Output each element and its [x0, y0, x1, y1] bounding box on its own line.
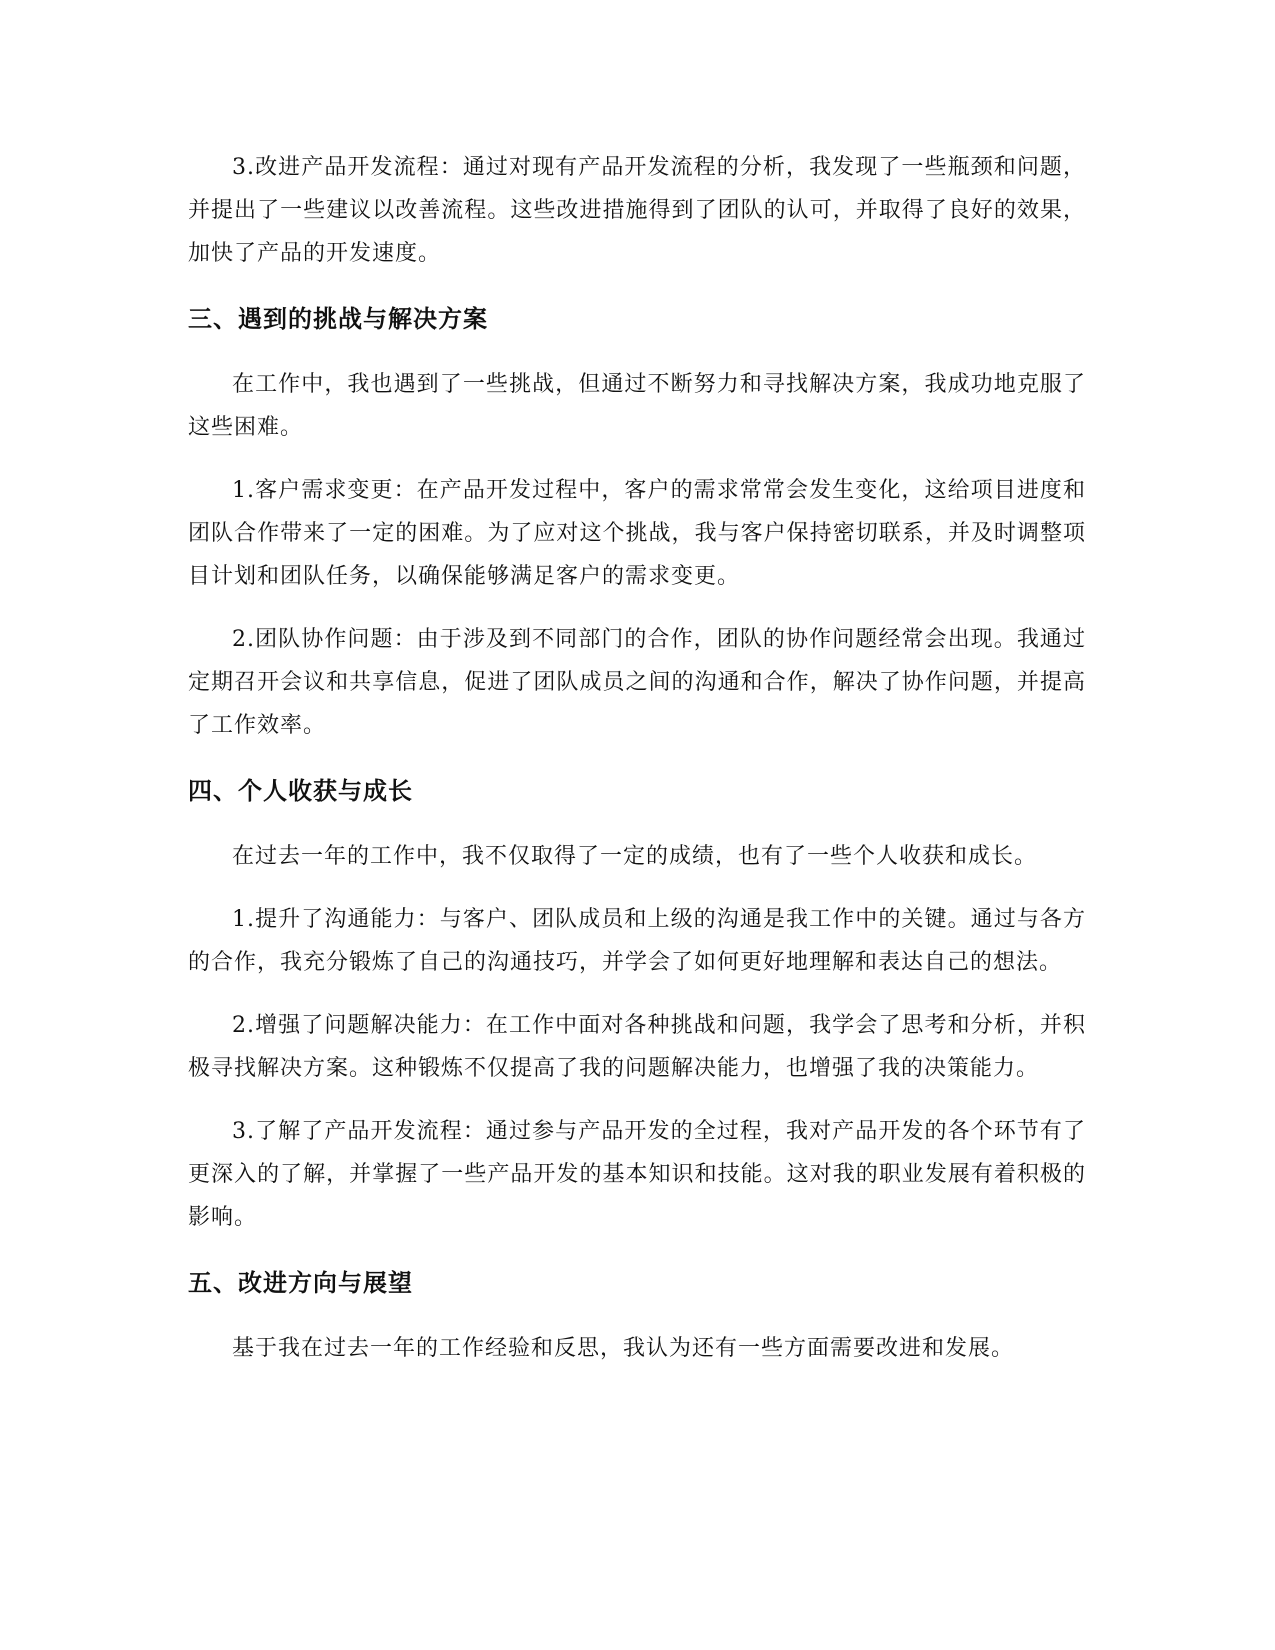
- paragraph-product-process: 3.了解了产品开发流程：通过参与产品开发的全过程，我对产品开发的各个环节有了更深入的了解，并掌握了一些产品开发的基本知识和技能。这对我的职业发展有着积极的影响。: [188, 1119, 1086, 1230]
- paragraph-growth-intro: 在过去一年的工作中，我不仅取得了一定的成绩，也有了一些个人收获和成长。: [232, 844, 1038, 869]
- paragraph-process-improvement: 3.改进产品开发流程：通过对现有产品开发流程的分析，我发现了一些瓶颈和问题，并提出了一些建议以改善流程。这些改进措施得到了团队的认可，并取得了良好的效果，加快了产品的开发速度。: [188, 155, 1086, 266]
- heading-personal-growth: 四、个人收获与成长: [188, 777, 413, 805]
- paragraph-challenges-intro: 在工作中，我也遇到了一些挑战，但通过不断努力和寻找解决方案，我成功地克服了这些困难。: [188, 372, 1086, 440]
- paragraph-problem-solving: 2.增强了问题解决能力：在工作中面对各种挑战和问题，我学会了思考和分析，并积极寻找解决方案。这种锻炼不仅提高了我的问题解决能力，也增强了我的决策能力。: [188, 1013, 1086, 1081]
- paragraph-customer-requirements: 1.客户需求变更：在产品开发过程中，客户的需求常常会发生变化，这给项目进度和团队合作带来了一定的困难。为了应对这个挑战，我与客户保持密切联系，并及时调整项目计划和团队任务，以确保能够满足客户的需求变更。: [188, 478, 1086, 589]
- paragraph-team-collaboration: 2.团队协作问题：由于涉及到不同部门的合作，团队的协作问题经常会出现。我通过定期召开会议和共享信息，促进了团队成员之间的沟通和合作，解决了协作问题，并提高了工作效率。: [188, 627, 1086, 738]
- document-body: [188, 146, 1086, 1370]
- heading-improvement-outlook: 五、改进方向与展望: [188, 1269, 413, 1297]
- paragraph-outlook-intro: 基于我在过去一年的工作经验和反思，我认为还有一些方面需要改进和发展。: [232, 1336, 1015, 1361]
- heading-challenges: 三、遇到的挑战与解决方案: [188, 305, 488, 333]
- paragraph-communication: 1.提升了沟通能力：与客户、团队成员和上级的沟通是我工作中的关键。通过与各方的合作，我充分锻炼了自己的沟通技巧，并学会了如何更好地理解和表达自己的想法。: [188, 907, 1086, 975]
